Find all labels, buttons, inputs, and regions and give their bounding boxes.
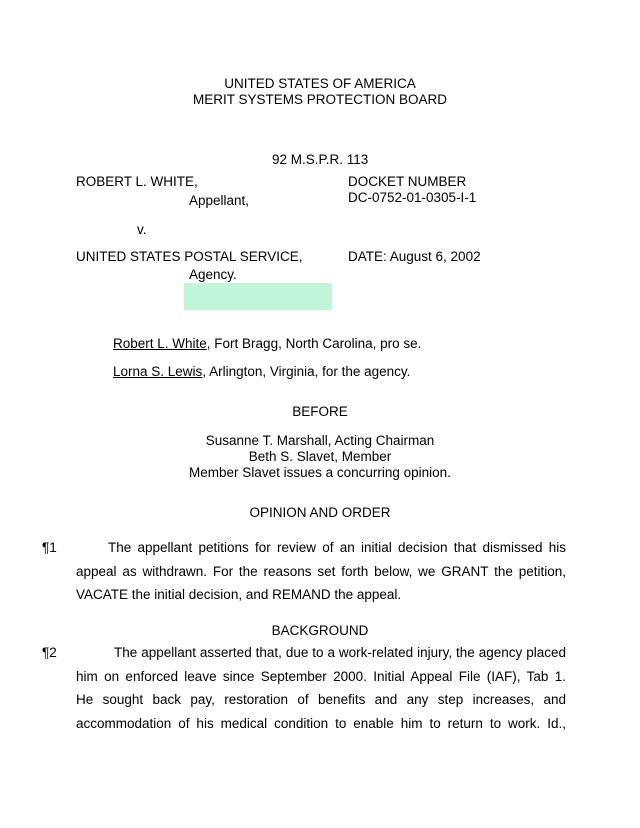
paragraph-2-line: He sought back pay, restoration of benefits and any step increases, and xyxy=(76,692,566,707)
agency-role: Agency. xyxy=(189,267,237,282)
background-heading: BACKGROUND xyxy=(271,623,369,638)
opinion-heading: OPINION AND ORDER xyxy=(249,505,391,520)
docket-label: DOCKET NUMBER xyxy=(348,174,467,189)
appellant-name: ROBERT L. WHITE, xyxy=(76,174,198,189)
paragraph-1-line: appeal as withdrawn. For the reasons set forth below, we GRANT the petition, xyxy=(76,564,566,579)
versus: v. xyxy=(137,222,147,237)
before-heading: BEFORE xyxy=(292,404,348,419)
paragraph-2-line: him on enforced leave since September 2000. Initial Appeal File (IAF), Tab 1. xyxy=(76,669,566,684)
docket-number: DC-0752-01-0305-I-1 xyxy=(348,190,477,205)
appellant-role: Appellant, xyxy=(189,193,250,208)
paragraph-number-2: ¶2 xyxy=(42,645,57,660)
paragraph-1-line: The appellant petitions for review of an initial decision that dismissed his xyxy=(108,540,566,555)
decision-date: DATE: August 6, 2002 xyxy=(348,249,481,264)
agency-name: UNITED STATES POSTAL SERVICE, xyxy=(76,249,303,264)
header-line-1: UNITED STATES OF AMERICA xyxy=(224,76,416,91)
appearance-agency xyxy=(113,364,410,379)
highlight-box xyxy=(184,283,332,310)
panel-member-2: Beth S. Slavet, Member xyxy=(248,449,392,464)
appearance-detail: , Fort Bragg, North Carolina, pro se. xyxy=(206,336,422,351)
panel-note: Member Slavet issues a concurring opinion. xyxy=(189,465,451,480)
appearance-name: Lorna S. Lewis xyxy=(113,364,203,379)
paragraph-2-line: The appellant asserted that, due to a work-related injury, the agency placed xyxy=(114,645,566,660)
panel-member-1: Susanne T. Marshall, Acting Chairman xyxy=(205,433,435,448)
paragraph-number-1: ¶1 xyxy=(42,540,57,555)
appearance-appellant xyxy=(113,336,421,351)
header-line-2: MERIT SYSTEMS PROTECTION BOARD xyxy=(192,92,448,107)
paragraph-1-line: VACATE the initial decision, and REMAND the appeal. xyxy=(76,587,402,602)
paragraph-2-line: accommodation of his medical condition to enable him to return to work. Id., xyxy=(76,716,566,731)
appearance-name: Robert L. White xyxy=(113,336,207,351)
citation: 92 M.S.P.R. 113 xyxy=(272,152,369,167)
appearance-detail: , Arlington, Virginia, for the agency. xyxy=(202,364,411,379)
